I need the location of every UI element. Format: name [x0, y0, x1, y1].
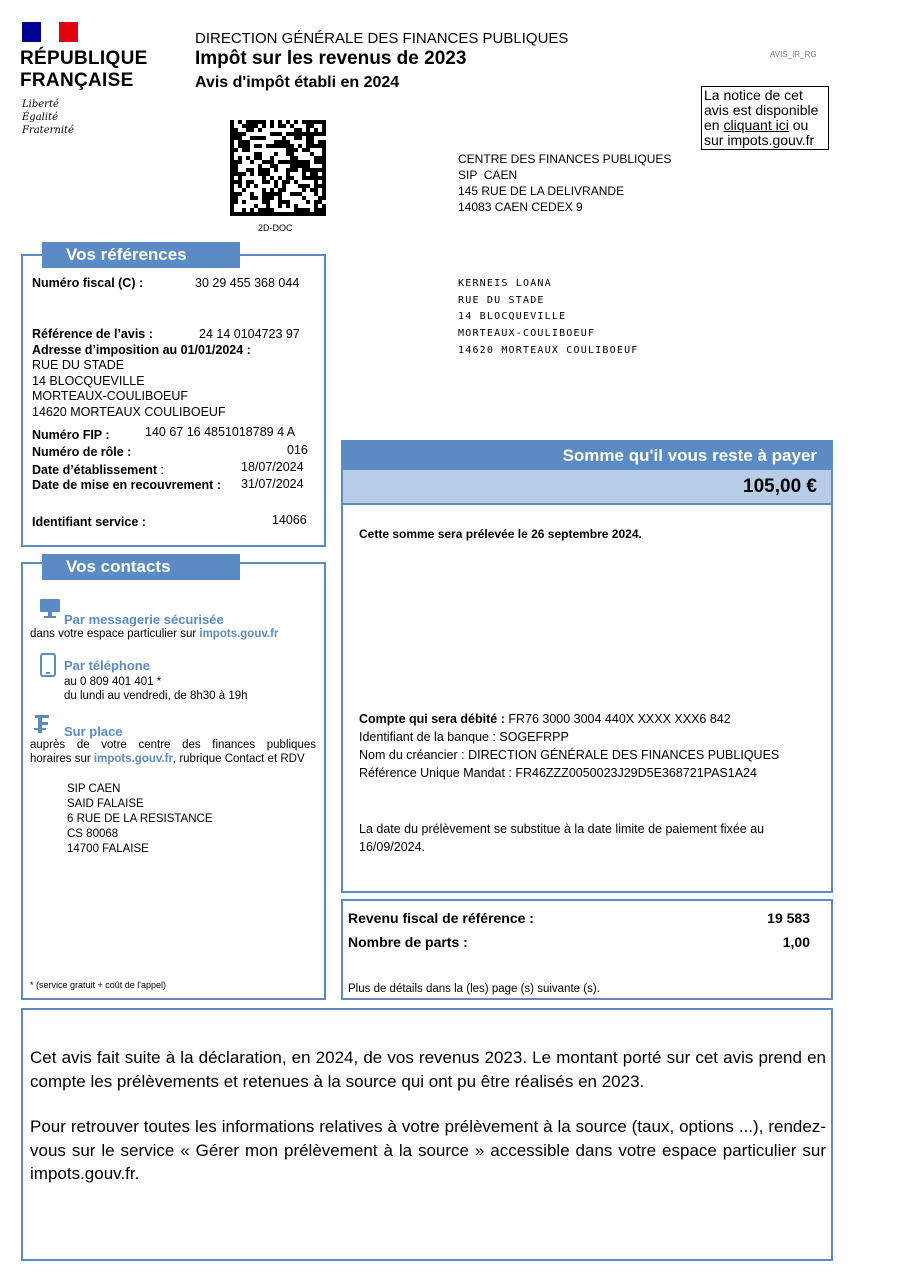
debit-account-label: Compte qui sera débité :: [359, 712, 505, 726]
info-paragraph2: Pour retrouver toutes les informations relatives à votre prélèvement à la source (taux, options ...), rendez-vous sur le service « Gérer mon prélèvement à la source » accessible dans votre espace particulier sur impots.gouv.fr.: [30, 1117, 826, 1183]
2d-doc-barcode: [230, 120, 326, 216]
recipient-address: [458, 276, 639, 360]
service-id-value: 14066: [272, 513, 307, 527]
sip-address: [67, 782, 213, 857]
debit-account-line: [359, 710, 779, 728]
sip-line1: SIP CAEN: [67, 783, 121, 795]
recipient-name: KERNEIS LOANA: [458, 278, 552, 289]
address-line2: 14 BLOCQUEVILLE: [32, 373, 145, 388]
barcode-label: 2D-DOC: [258, 223, 293, 233]
phone-number: au 0 809 401 401 *: [64, 676, 162, 688]
avis-reference-label: Référence de l’avis :: [32, 327, 153, 341]
messaging-heading: Par messagerie sécurisée: [64, 612, 224, 627]
sip-line5: 14700 FALAISE: [67, 843, 149, 855]
motto: [22, 98, 74, 137]
dgfip-header: DIRECTION GÉNÉRALE DES FINANCES PUBLIQUES: [195, 30, 569, 47]
center-line3: 145 RUE DE LA DELIVRANDE: [458, 184, 625, 198]
phone-icon: [40, 653, 56, 682]
notice-link[interactable]: cliquant ici: [723, 117, 789, 133]
notice-line4: sur impots.gouv.fr: [704, 132, 815, 148]
building-icon: [33, 713, 55, 740]
sip-line3: 6 RUE DE LA RESISTANCE: [67, 813, 213, 825]
fiscal-number-label: Numéro fiscal (C) :: [32, 276, 144, 290]
address-line1: RUE DU STADE: [32, 358, 125, 372]
republic-logo: [20, 48, 148, 92]
messaging-link[interactable]: impots.gouv.fr: [199, 628, 279, 640]
address-line4: 14620 MORTEAUX COULIBOEUF: [32, 404, 226, 419]
recouv-date-label: Date de mise en recouvrement :: [32, 478, 221, 492]
remaining-amount-heading: Somme qu'il vous reste à payer: [343, 442, 831, 470]
debit-note-line2: 16/09/2024.: [359, 840, 426, 854]
page-title: Impôt sur les revenus de 2023: [195, 48, 467, 69]
recipient-line4: MORTEAUX-COULIBOEUF: [458, 328, 596, 340]
details-note: Plus de détails dans la (les) page (s) suivante (s).: [348, 983, 600, 995]
messaging-text: dans votre espace particulier sur impots.gouv.fr: [30, 628, 279, 640]
motto-fraternite: Fraternité: [22, 125, 74, 136]
phone-hours: du lundi au vendredi, de 8h30 à 19h: [64, 690, 248, 702]
logo-line1: RÉPUBLIQUE: [20, 48, 148, 69]
recouv-date-value: 31/07/2024: [241, 477, 304, 491]
info-paragraph1: Cet avis fait suite à la déclaration, en 2024, de vos revenus 2023. Le montant porté sur cet avis prend en compte les prélèvements et retenues à la source qui ont pu être réalisés en 2023.: [30, 1048, 826, 1091]
fiscal-number-value: 30 29 455 368 044: [195, 276, 300, 290]
center-line4: 14083 CAEN CEDEX 9: [458, 200, 583, 214]
onsite-heading: Sur place: [64, 724, 123, 739]
onsite-text1: auprès de votre centre des finances publiques: [30, 739, 316, 751]
parts-value: 1,00: [782, 934, 810, 950]
rfr-label: Revenu fiscal de référence :: [348, 910, 534, 926]
fip-label: Numéro FIP :: [32, 428, 110, 442]
onsite-link[interactable]: impots.gouv.fr: [93, 753, 173, 765]
tax-address: [32, 358, 226, 420]
debit-date-text: Cette somme sera prélevée le 26 septembre 2024.: [359, 527, 642, 541]
creditor-name: Nom du créancier : DIRECTION GÉNÉRALE DES FINANCES PUBLIQUES: [359, 748, 780, 762]
payment-divider: [341, 503, 833, 505]
logo-line2: FRANÇAISE: [20, 70, 134, 91]
address-label: Adresse d’imposition au 01/01/2024 :: [32, 343, 251, 357]
avis-reference-value: 24 14 0104723 97: [199, 327, 300, 341]
etab-date-value: 18/07/2024: [241, 460, 304, 474]
recipient-line2: RUE DU STADE: [458, 294, 545, 306]
french-flag: [22, 22, 78, 42]
tax-center-address: [458, 151, 671, 215]
fip-value: 140 67 16 4851018789 4 A: [145, 425, 296, 439]
notice-box: [701, 86, 829, 150]
role-value: 016: [287, 443, 308, 457]
center-line1: CENTRE DES FINANCES PUBLIQUES: [458, 152, 672, 166]
debit-account-value: FR76 3000 3004 440X XXXX XXX6 842: [504, 712, 731, 726]
recipient-line3: 14 BLOCQUEVILLE: [458, 311, 567, 323]
sip-line4: CS 80068: [67, 828, 119, 840]
address-line3: MORTEAUX-COULIBOEUF: [32, 389, 189, 403]
page-subtitle: Avis d'impôt établi en 2024: [195, 74, 400, 91]
center-line2: SIP CAEN: [458, 168, 518, 182]
computer-icon: [38, 598, 62, 625]
bank-id: Identifiant de la banque : SOGEFRPP: [359, 730, 569, 744]
recipient-line5: 14620 MORTEAUX COULIBOEUF: [458, 344, 639, 356]
debit-details: [359, 710, 779, 782]
rfr-value: 19 583: [767, 910, 810, 926]
etab-date-label-wrap: Date d’établissement :: [32, 463, 164, 477]
phone-heading: Par téléphone: [64, 658, 150, 673]
motto-egalite: Égalité: [22, 112, 58, 123]
service-id-label: Identifiant service :: [32, 515, 146, 529]
notice-line2: avis est disponible: [704, 102, 819, 118]
footnote: * (service gratuit + coût de l'appel): [30, 980, 167, 990]
contacts-title: Vos contacts: [42, 554, 240, 580]
etab-date-label: Date d’établissement: [32, 463, 158, 477]
onsite-text2: horaires sur impots.gouv.fr, rubrique Contact et RDV: [30, 753, 305, 765]
notice-line3: en cliquant ici ou: [704, 117, 809, 133]
role-label: Numéro de rôle :: [32, 445, 132, 459]
parts-label: Nombre de parts :: [348, 934, 468, 950]
remaining-amount: 105,00 €: [343, 470, 831, 503]
document-code: AVIS_IR_RG: [770, 50, 817, 59]
debit-note-line1: La date du prélèvement se substitue à la date limite de paiement fixée au: [359, 822, 765, 836]
references-title: Vos références: [42, 242, 240, 268]
notice-line1: La notice de cet: [704, 87, 803, 103]
mandate-reference: Référence Unique Mandat : FR46ZZZ0050023J29D5E368721PAS1A24: [359, 766, 757, 780]
sip-line2: SAID FALAISE: [67, 798, 144, 810]
motto-liberte: Liberté: [22, 99, 59, 110]
debit-note: [359, 820, 764, 856]
